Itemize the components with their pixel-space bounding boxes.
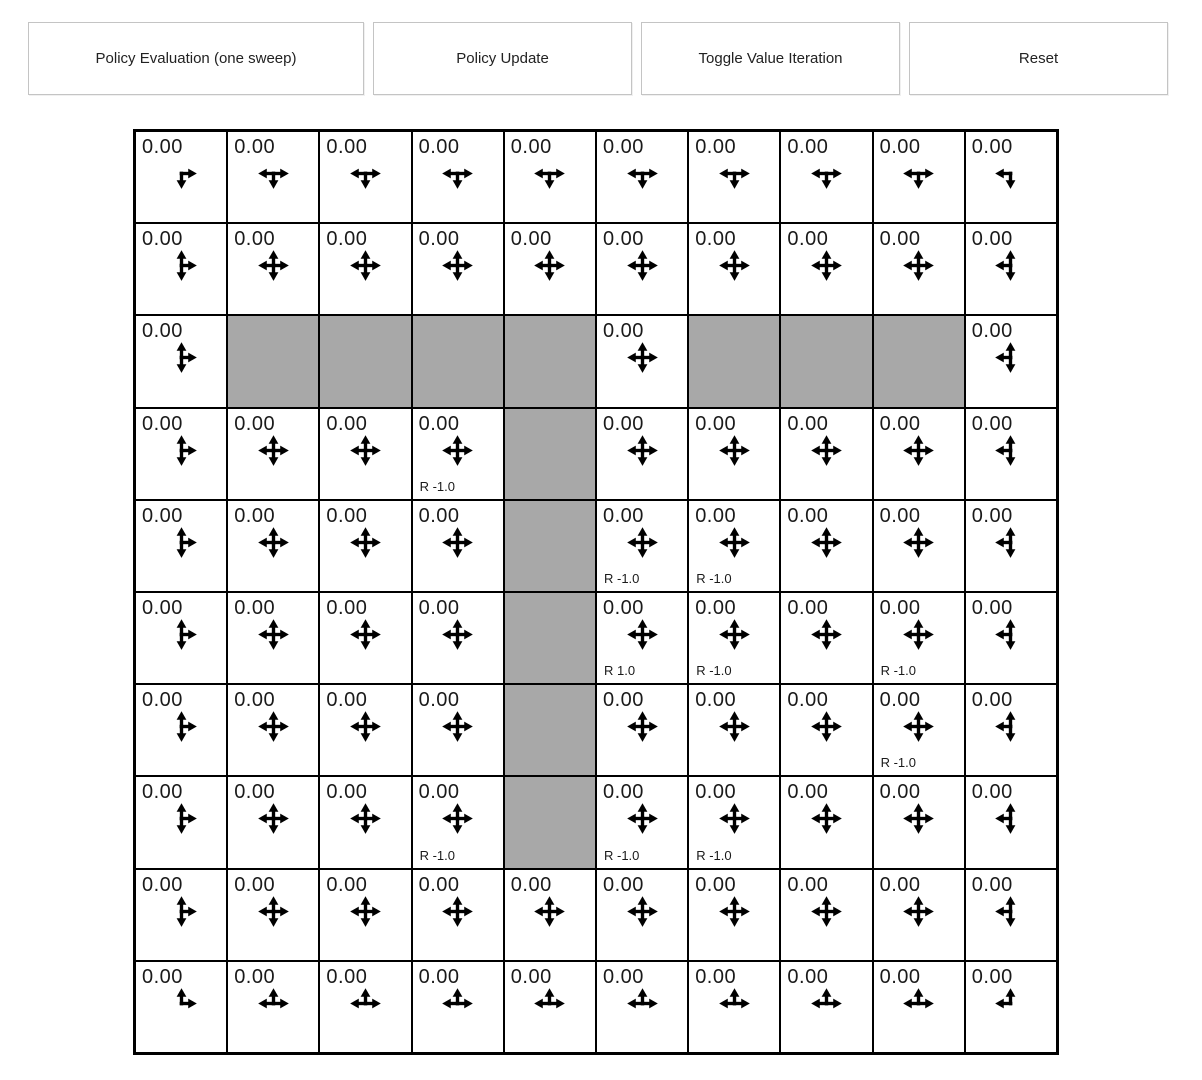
- grid-cell[interactable]: [596, 684, 688, 776]
- grid-cell[interactable]: [596, 961, 688, 1053]
- policy-arrows-icon: [717, 894, 752, 929]
- state-value: 0.00: [418, 596, 460, 619]
- state-value: 0.00: [602, 965, 644, 988]
- policy-arrows-icon: [625, 709, 660, 744]
- grid-cell[interactable]: [780, 592, 872, 684]
- grid-cell[interactable]: [412, 223, 504, 315]
- grid-cell[interactable]: [596, 223, 688, 315]
- grid-cell[interactable]: [135, 592, 227, 684]
- policy-arrows-icon: [532, 894, 567, 929]
- state-value: 0.00: [142, 596, 183, 619]
- wall-cell: [504, 592, 596, 684]
- policy-arrows-icon: [993, 986, 1028, 1021]
- reward-label: R -1.0: [696, 570, 732, 586]
- grid-cell[interactable]: [412, 961, 504, 1053]
- policy-arrows-icon: [256, 709, 291, 744]
- state-value: 0.00: [142, 873, 183, 896]
- grid-cell[interactable]: [780, 684, 872, 776]
- grid-cell[interactable]: [965, 592, 1057, 684]
- policy-arrows-icon: [532, 986, 567, 1021]
- grid-cell[interactable]: [688, 776, 780, 868]
- policy-arrows-icon: [440, 709, 475, 744]
- grid-cell[interactable]: [319, 869, 411, 961]
- grid-cell[interactable]: [688, 869, 780, 961]
- state-value: 0.00: [695, 689, 737, 712]
- policy-arrows-icon: [901, 986, 936, 1021]
- grid-cell[interactable]: [780, 500, 872, 592]
- policy-arrows-icon: [901, 801, 936, 836]
- policy-arrows-icon: [901, 709, 936, 744]
- policy-arrows-icon: [993, 340, 1028, 375]
- policy-arrows-icon: [348, 525, 383, 560]
- grid-cell[interactable]: [135, 223, 227, 315]
- grid-cell[interactable]: [319, 500, 411, 592]
- grid-cell[interactable]: [412, 408, 504, 500]
- policy-arrows-icon: [348, 986, 383, 1021]
- state-value: 0.00: [971, 596, 1013, 619]
- policy-arrows-icon: [625, 433, 660, 468]
- state-value: 0.00: [510, 136, 552, 158]
- reward-label: R -1.0: [880, 663, 916, 679]
- state-value: 0.00: [142, 965, 183, 988]
- policy-arrows-icon: [809, 709, 844, 744]
- grid-cell[interactable]: [227, 776, 319, 868]
- state-value: 0.00: [695, 781, 737, 804]
- state-value: 0.00: [418, 781, 460, 804]
- grid-cell[interactable]: [688, 131, 780, 223]
- policy-arrows-icon: [348, 617, 383, 652]
- policy-arrows-icon: [164, 617, 199, 652]
- policy-arrows-icon: [164, 801, 199, 836]
- grid-cell[interactable]: [688, 592, 780, 684]
- state-value: 0.00: [971, 873, 1013, 896]
- policy-arrows-icon: [993, 433, 1028, 468]
- policy-arrows-icon: [625, 801, 660, 836]
- grid-cell[interactable]: [227, 131, 319, 223]
- wall-cell: [412, 315, 504, 407]
- state-value: 0.00: [879, 965, 921, 988]
- state-value: 0.00: [326, 965, 368, 988]
- grid-cell[interactable]: [319, 684, 411, 776]
- grid-cell[interactable]: [135, 500, 227, 592]
- policy-arrows-icon: [164, 156, 199, 191]
- policy-arrows-icon: [440, 894, 475, 929]
- reward-label: R 1.0: [603, 663, 636, 679]
- grid-cell[interactable]: [873, 500, 965, 592]
- state-value: 0.00: [510, 228, 552, 251]
- grid-cell[interactable]: [319, 776, 411, 868]
- state-value: 0.00: [418, 228, 460, 251]
- policy-arrows-icon: [164, 248, 199, 283]
- reward-label: R -1.0: [419, 478, 455, 494]
- grid-cell[interactable]: [319, 961, 411, 1053]
- state-value: 0.00: [234, 136, 276, 158]
- state-value: 0.00: [602, 412, 644, 435]
- grid-cell[interactable]: [504, 223, 596, 315]
- grid-cell[interactable]: [965, 131, 1057, 223]
- state-value: 0.00: [879, 689, 921, 712]
- state-value: 0.00: [879, 412, 921, 435]
- grid-cell[interactable]: [688, 684, 780, 776]
- grid-cell[interactable]: [227, 961, 319, 1053]
- grid-cell[interactable]: [412, 592, 504, 684]
- state-value: 0.00: [142, 412, 183, 435]
- wall-cell: [504, 315, 596, 407]
- state-value: 0.00: [787, 965, 829, 988]
- state-value: 0.00: [602, 504, 644, 527]
- policy-arrows-icon: [440, 986, 475, 1021]
- state-value: 0.00: [602, 228, 644, 251]
- state-value: 0.00: [602, 596, 644, 619]
- policy-arrows-icon: [993, 617, 1028, 652]
- grid-cell[interactable]: [504, 131, 596, 223]
- state-value: 0.00: [695, 504, 737, 527]
- state-value: 0.00: [418, 689, 460, 712]
- grid-cell[interactable]: [227, 500, 319, 592]
- toggle-value-iteration-button[interactable]: Toggle Value Iteration: [641, 22, 900, 95]
- policy-arrows-icon: [348, 709, 383, 744]
- policy-arrows-icon: [901, 617, 936, 652]
- state-value: 0.00: [326, 689, 368, 712]
- state-value: 0.00: [234, 412, 276, 435]
- grid-cell[interactable]: [965, 776, 1057, 868]
- grid-cell[interactable]: [780, 408, 872, 500]
- state-value: 0.00: [787, 228, 829, 251]
- policy-arrows-icon: [164, 709, 199, 744]
- reward-label: R -1.0: [419, 847, 455, 863]
- grid-cell[interactable]: [873, 223, 965, 315]
- policy-arrows-icon: [532, 248, 567, 283]
- policy-arrows-icon: [164, 986, 199, 1021]
- gridworld: [133, 129, 1059, 1055]
- grid-cell[interactable]: [596, 315, 688, 407]
- state-value: 0.00: [879, 504, 921, 527]
- policy-arrows-icon: [809, 248, 844, 283]
- policy-arrows-icon: [440, 617, 475, 652]
- grid-cell[interactable]: [227, 408, 319, 500]
- policy-arrows-icon: [440, 248, 475, 283]
- grid-cell[interactable]: [965, 869, 1057, 961]
- policy-arrows-icon: [532, 156, 567, 191]
- wall-cell: [504, 500, 596, 592]
- policy-arrows-icon: [625, 894, 660, 929]
- grid-cell[interactable]: [873, 869, 965, 961]
- policy-arrows-icon: [256, 525, 291, 560]
- state-value: 0.00: [326, 781, 368, 804]
- policy-arrows-icon: [993, 525, 1028, 560]
- policy-arrows-icon: [348, 433, 383, 468]
- state-value: 0.00: [695, 228, 737, 251]
- grid-cell[interactable]: [135, 131, 227, 223]
- policy-arrows-icon: [348, 156, 383, 191]
- state-value: 0.00: [787, 689, 829, 712]
- grid-cell[interactable]: [596, 776, 688, 868]
- policy-arrows-icon: [625, 248, 660, 283]
- grid-cell[interactable]: [412, 869, 504, 961]
- grid-cell[interactable]: [873, 961, 965, 1053]
- grid-cell[interactable]: [227, 869, 319, 961]
- state-value: 0.00: [695, 136, 737, 158]
- policy-arrows-icon: [625, 617, 660, 652]
- state-value: 0.00: [234, 689, 276, 712]
- policy-arrows-icon: [164, 433, 199, 468]
- state-value: 0.00: [971, 689, 1013, 712]
- state-value: 0.00: [234, 228, 276, 251]
- policy-arrows-icon: [809, 801, 844, 836]
- state-value: 0.00: [971, 781, 1013, 804]
- policy-arrows-icon: [440, 156, 475, 191]
- state-value: 0.00: [971, 136, 1013, 158]
- policy-arrows-icon: [348, 894, 383, 929]
- grid-cell[interactable]: [412, 684, 504, 776]
- grid-cell[interactable]: [135, 776, 227, 868]
- reward-label: R -1.0: [696, 663, 732, 679]
- state-value: 0.00: [879, 781, 921, 804]
- grid-cell[interactable]: [965, 961, 1057, 1053]
- state-value: 0.00: [418, 965, 460, 988]
- grid-cell[interactable]: [688, 408, 780, 500]
- state-value: 0.00: [234, 873, 276, 896]
- policy-arrows-icon: [164, 525, 199, 560]
- policy-arrows-icon: [809, 617, 844, 652]
- grid-cell[interactable]: [873, 684, 965, 776]
- wall-cell: [688, 315, 780, 407]
- grid-cell[interactable]: [135, 684, 227, 776]
- state-value: 0.00: [142, 781, 183, 804]
- wall-cell: [504, 776, 596, 868]
- grid-cell[interactable]: [412, 131, 504, 223]
- grid-cell[interactable]: [873, 131, 965, 223]
- policy-arrows-icon: [901, 894, 936, 929]
- state-value: 0.00: [418, 412, 460, 435]
- policy-arrows-icon: [440, 433, 475, 468]
- grid-cell[interactable]: [965, 408, 1057, 500]
- wall-cell: [504, 684, 596, 776]
- state-value: 0.00: [234, 504, 276, 527]
- state-value: 0.00: [142, 689, 183, 712]
- grid-cell[interactable]: [135, 315, 227, 407]
- policy-arrows-icon: [440, 525, 475, 560]
- state-value: 0.00: [695, 412, 737, 435]
- grid-cell[interactable]: [319, 408, 411, 500]
- grid-cell[interactable]: [780, 961, 872, 1053]
- grid-cell[interactable]: [780, 869, 872, 961]
- grid-cell[interactable]: [688, 961, 780, 1053]
- state-value: 0.00: [510, 965, 552, 988]
- state-value: 0.00: [971, 504, 1013, 527]
- grid-cell[interactable]: [596, 592, 688, 684]
- reward-label: R -1.0: [880, 755, 916, 771]
- state-value: 0.00: [510, 873, 552, 896]
- state-value: 0.00: [326, 873, 368, 896]
- policy-arrows-icon: [901, 525, 936, 560]
- policy-arrows-icon: [256, 617, 291, 652]
- reward-label: R -1.0: [603, 847, 640, 863]
- state-value: 0.00: [418, 504, 460, 527]
- state-value: 0.00: [879, 873, 921, 896]
- policy-update-button[interactable]: Policy Update: [373, 22, 632, 95]
- state-value: 0.00: [234, 596, 276, 619]
- grid-cell[interactable]: [412, 776, 504, 868]
- policy-arrows-icon: [901, 156, 936, 191]
- grid-cell[interactable]: [227, 684, 319, 776]
- policy-arrows-icon: [993, 801, 1028, 836]
- state-value: 0.00: [787, 412, 829, 435]
- grid-cell[interactable]: [873, 408, 965, 500]
- grid-cell[interactable]: [965, 223, 1057, 315]
- wall-cell: [873, 315, 965, 407]
- state-value: 0.00: [234, 965, 276, 988]
- policy-arrows-icon: [717, 248, 752, 283]
- policy-arrows-icon: [809, 525, 844, 560]
- state-value: 0.00: [234, 781, 276, 804]
- state-value: 0.00: [787, 136, 829, 158]
- state-value: 0.00: [602, 873, 644, 896]
- wall-cell: [319, 315, 411, 407]
- policy-evaluation-button[interactable]: Policy Evaluation (one sweep): [28, 22, 364, 95]
- grid-cell[interactable]: [319, 223, 411, 315]
- state-value: 0.00: [142, 504, 183, 527]
- grid-cell[interactable]: [965, 315, 1057, 407]
- grid-cell[interactable]: [135, 408, 227, 500]
- grid-cell[interactable]: [688, 223, 780, 315]
- policy-arrows-icon: [993, 894, 1028, 929]
- policy-arrows-icon: [256, 986, 291, 1021]
- state-value: 0.00: [602, 136, 644, 158]
- policy-arrows-icon: [809, 156, 844, 191]
- policy-arrows-icon: [625, 986, 660, 1021]
- grid-cell[interactable]: [873, 776, 965, 868]
- policy-arrows-icon: [256, 248, 291, 283]
- policy-arrows-icon: [625, 156, 660, 191]
- state-value: 0.00: [142, 136, 183, 158]
- wall-cell: [504, 408, 596, 500]
- grid-cell[interactable]: [965, 500, 1057, 592]
- state-value: 0.00: [695, 596, 737, 619]
- policy-arrows-icon: [256, 433, 291, 468]
- grid-cell[interactable]: [596, 408, 688, 500]
- policy-arrows-icon: [164, 340, 199, 375]
- state-value: 0.00: [971, 412, 1013, 435]
- state-value: 0.00: [602, 320, 644, 343]
- policy-arrows-icon: [717, 433, 752, 468]
- policy-arrows-icon: [625, 525, 660, 560]
- grid-cell[interactable]: [873, 592, 965, 684]
- reward-label: R -1.0: [603, 570, 640, 586]
- state-value: 0.00: [142, 320, 183, 343]
- grid-cell[interactable]: [319, 592, 411, 684]
- grid-cell[interactable]: [596, 500, 688, 592]
- grid-cell[interactable]: [227, 592, 319, 684]
- state-value: 0.00: [326, 136, 368, 158]
- policy-arrows-icon: [809, 433, 844, 468]
- state-value: 0.00: [418, 136, 460, 158]
- grid-cell[interactable]: [319, 131, 411, 223]
- state-value: 0.00: [326, 228, 368, 251]
- state-value: 0.00: [971, 228, 1013, 251]
- policy-arrows-icon: [717, 986, 752, 1021]
- grid-cell[interactable]: [227, 223, 319, 315]
- grid-cell[interactable]: [965, 684, 1057, 776]
- state-value: 0.00: [326, 412, 368, 435]
- policy-arrows-icon: [993, 709, 1028, 744]
- policy-arrows-icon: [809, 894, 844, 929]
- state-value: 0.00: [142, 228, 183, 251]
- state-value: 0.00: [326, 504, 368, 527]
- grid-cell[interactable]: [596, 869, 688, 961]
- policy-arrows-icon: [809, 986, 844, 1021]
- state-value: 0.00: [787, 781, 829, 804]
- policy-arrows-icon: [993, 248, 1028, 283]
- policy-arrows-icon: [625, 340, 660, 375]
- state-value: 0.00: [787, 596, 829, 619]
- policy-arrows-icon: [717, 156, 752, 191]
- reward-label: R -1.0: [696, 847, 732, 863]
- policy-arrows-icon: [256, 801, 291, 836]
- state-value: 0.00: [695, 873, 737, 896]
- state-value: 0.00: [602, 689, 644, 712]
- policy-arrows-icon: [164, 894, 199, 929]
- state-value: 0.00: [326, 596, 368, 619]
- state-value: 0.00: [971, 965, 1013, 988]
- state-value: 0.00: [971, 320, 1013, 343]
- grid-cell[interactable]: [596, 131, 688, 223]
- state-value: 0.00: [418, 873, 460, 896]
- state-value: 0.00: [602, 781, 644, 804]
- policy-arrows-icon: [348, 248, 383, 283]
- grid-cell[interactable]: [504, 869, 596, 961]
- policy-arrows-icon: [901, 248, 936, 283]
- policy-arrows-icon: [348, 801, 383, 836]
- grid-cell[interactable]: [688, 500, 780, 592]
- state-value: 0.00: [695, 965, 737, 988]
- state-value: 0.00: [879, 596, 921, 619]
- policy-arrows-icon: [993, 156, 1028, 191]
- state-value: 0.00: [787, 504, 829, 527]
- policy-arrows-icon: [717, 617, 752, 652]
- grid-cell[interactable]: [135, 869, 227, 961]
- grid-cell[interactable]: [412, 500, 504, 592]
- policy-arrows-icon: [440, 801, 475, 836]
- state-value: 0.00: [879, 228, 921, 251]
- wall-cell: [227, 315, 319, 407]
- grid-cell[interactable]: [780, 131, 872, 223]
- policy-arrows-icon: [717, 525, 752, 560]
- policy-arrows-icon: [256, 156, 291, 191]
- state-value: 0.00: [879, 136, 921, 158]
- grid-cell[interactable]: [780, 223, 872, 315]
- wall-cell: [780, 315, 872, 407]
- grid-cell[interactable]: [780, 776, 872, 868]
- reset-button[interactable]: Reset: [909, 22, 1168, 95]
- grid-cell[interactable]: [504, 961, 596, 1053]
- toolbar: [28, 22, 1168, 95]
- policy-arrows-icon: [901, 433, 936, 468]
- policy-arrows-icon: [256, 894, 291, 929]
- policy-arrows-icon: [717, 709, 752, 744]
- state-value: 0.00: [787, 873, 829, 896]
- grid-cell[interactable]: [135, 961, 227, 1053]
- policy-arrows-icon: [717, 801, 752, 836]
